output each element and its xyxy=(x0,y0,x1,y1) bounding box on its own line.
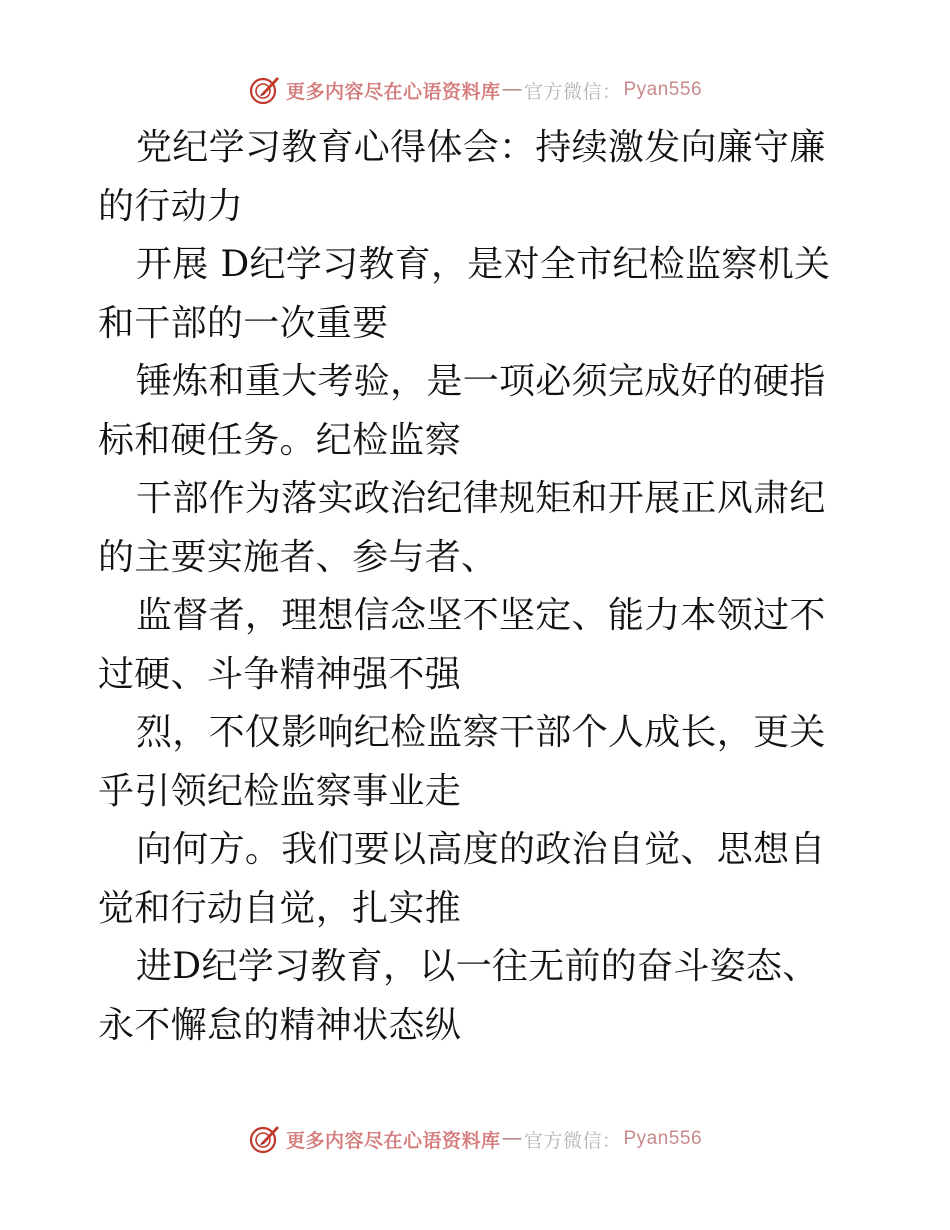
footer-site-name: 更多内容尽在心语资料库 xyxy=(285,1129,501,1152)
pen-nib-logo-icon xyxy=(248,1122,282,1156)
paragraph-title: 党纪学习教育心得体会：持续激发向廉守廉的行动力 xyxy=(98,127,826,227)
paragraph: 向何方。我们要以高度的政治自觉、思想自觉和行动自觉，扎实推 xyxy=(98,829,826,929)
footer-wechat-id: Pyan556 xyxy=(623,1128,703,1149)
paragraph: 干部作为落实政治纪律规矩和开展正风肃纪的主要实施者、参与者、 xyxy=(98,478,826,578)
paragraph: 进D纪学习教育，以一往无前的奋斗姿态、永不懈怠的精神状态纵 xyxy=(98,946,819,1046)
footer-dash: — xyxy=(502,1128,522,1149)
footer-wechat-label: 官方微信： xyxy=(523,1129,622,1152)
paragraph: 监督者，理想信念坚不坚定、能力本领过不过硬、斗争精神强不强 xyxy=(98,595,826,695)
header-watermark xyxy=(0,70,950,110)
header-wechat-id: Pyan556 xyxy=(623,79,703,100)
document-body xyxy=(98,119,854,1055)
header-dash: — xyxy=(502,79,522,100)
header-site-name: 更多内容尽在心语资料库 xyxy=(285,80,501,103)
paragraph: 开展 D纪学习教育，是对全市纪检监察机关和干部的一次重要 xyxy=(98,244,831,344)
footer-watermark xyxy=(0,1119,950,1159)
pen-nib-logo-icon xyxy=(248,73,282,107)
paragraph: 锤炼和重大考验，是一项必须完成好的硬指标和硬任务。纪检监察 xyxy=(98,361,826,461)
paragraph: 烈，不仅影响纪检监察干部个人成长，更关乎引领纪检监察事业走 xyxy=(98,712,826,812)
header-wechat-label: 官方微信： xyxy=(523,80,622,103)
